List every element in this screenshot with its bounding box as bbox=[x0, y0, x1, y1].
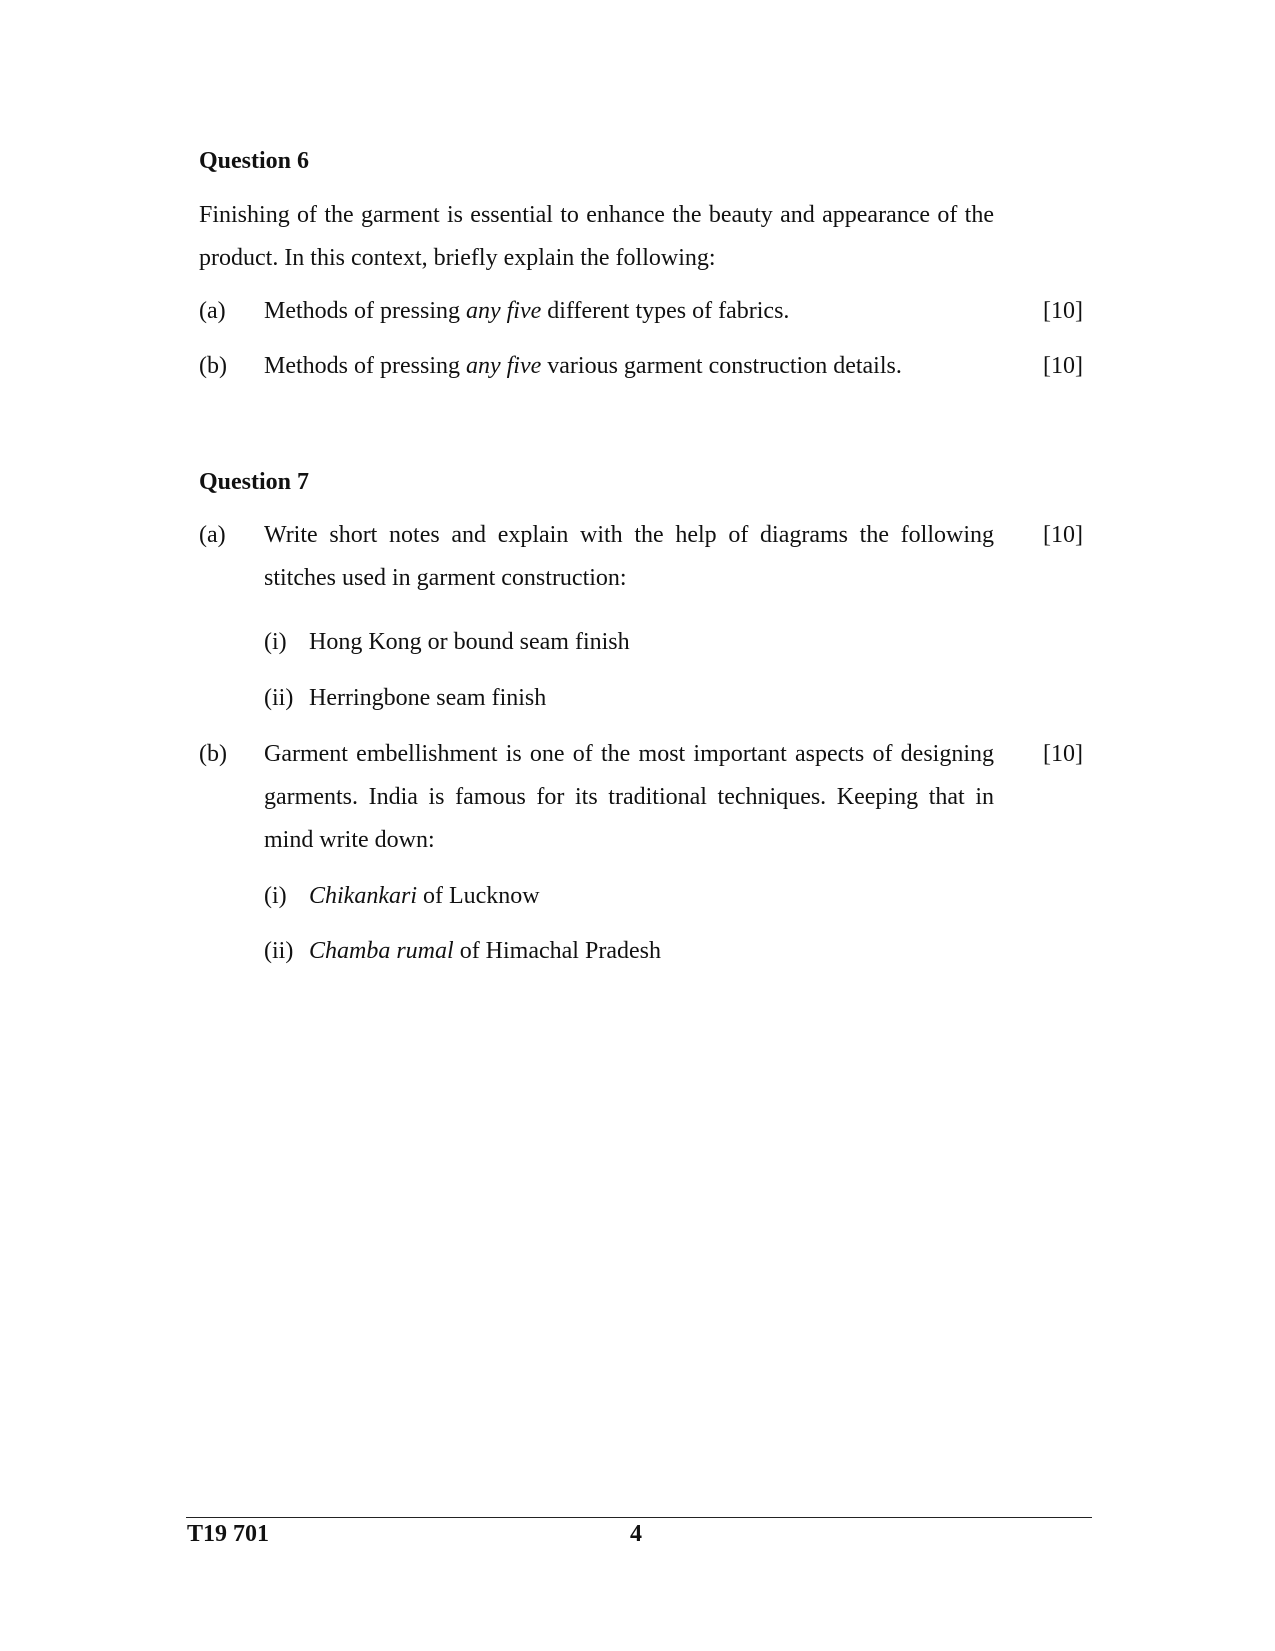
q6-part-b-text: Methods of pressing any five various garment construction details. bbox=[264, 353, 902, 379]
question-6-heading: Question 6 bbox=[199, 148, 310, 174]
paper-code: T19 701 bbox=[187, 1521, 270, 1547]
q6-part-a-label: (a) bbox=[199, 298, 226, 324]
page-number: 4 bbox=[630, 1521, 642, 1547]
q7-part-a-marks: [10] bbox=[1043, 522, 1083, 548]
q7-part-b-text: Garment embellishment is one of the most important aspects of designing garments. India is famous for its traditional techniques. Keeping that in mind write down: bbox=[264, 741, 994, 853]
q7-b-sub-ii-text: Chamba rumal of Himachal Pradesh bbox=[309, 938, 661, 964]
q6-part-a-marks: [10] bbox=[1043, 298, 1083, 324]
q7-part-b-label: (b) bbox=[199, 741, 227, 767]
q7-a-sub-ii-label: (ii) bbox=[264, 685, 294, 711]
q6-part-a-text: Methods of pressing any five different types of fabrics. bbox=[264, 298, 790, 324]
q6-part-b-marks: [10] bbox=[1043, 353, 1083, 379]
q7-b-sub-i-text: Chikankari of Lucknow bbox=[309, 883, 540, 909]
question-6-intro: Finishing of the garment is essential to enhance the beauty and appearance of the product. In this context, briefly explain the following: bbox=[199, 202, 994, 271]
question-7-heading: Question 7 bbox=[199, 469, 310, 495]
q7-part-a-label: (a) bbox=[199, 522, 226, 548]
q7-part-b-marks: [10] bbox=[1043, 741, 1083, 767]
footer-divider bbox=[186, 1517, 1092, 1518]
q7-b-sub-i-label: (i) bbox=[264, 883, 287, 909]
q6-part-b-label: (b) bbox=[199, 353, 227, 379]
q7-part-a-text: Write short notes and explain with the help of diagrams the following stitches used in garment construction: bbox=[264, 522, 994, 591]
q7-a-sub-ii-text: Herringbone seam finish bbox=[309, 685, 547, 711]
q7-a-sub-i-text: Hong Kong or bound seam finish bbox=[309, 629, 630, 655]
q7-a-sub-i-label: (i) bbox=[264, 629, 287, 655]
q7-b-sub-ii-label: (ii) bbox=[264, 938, 294, 964]
